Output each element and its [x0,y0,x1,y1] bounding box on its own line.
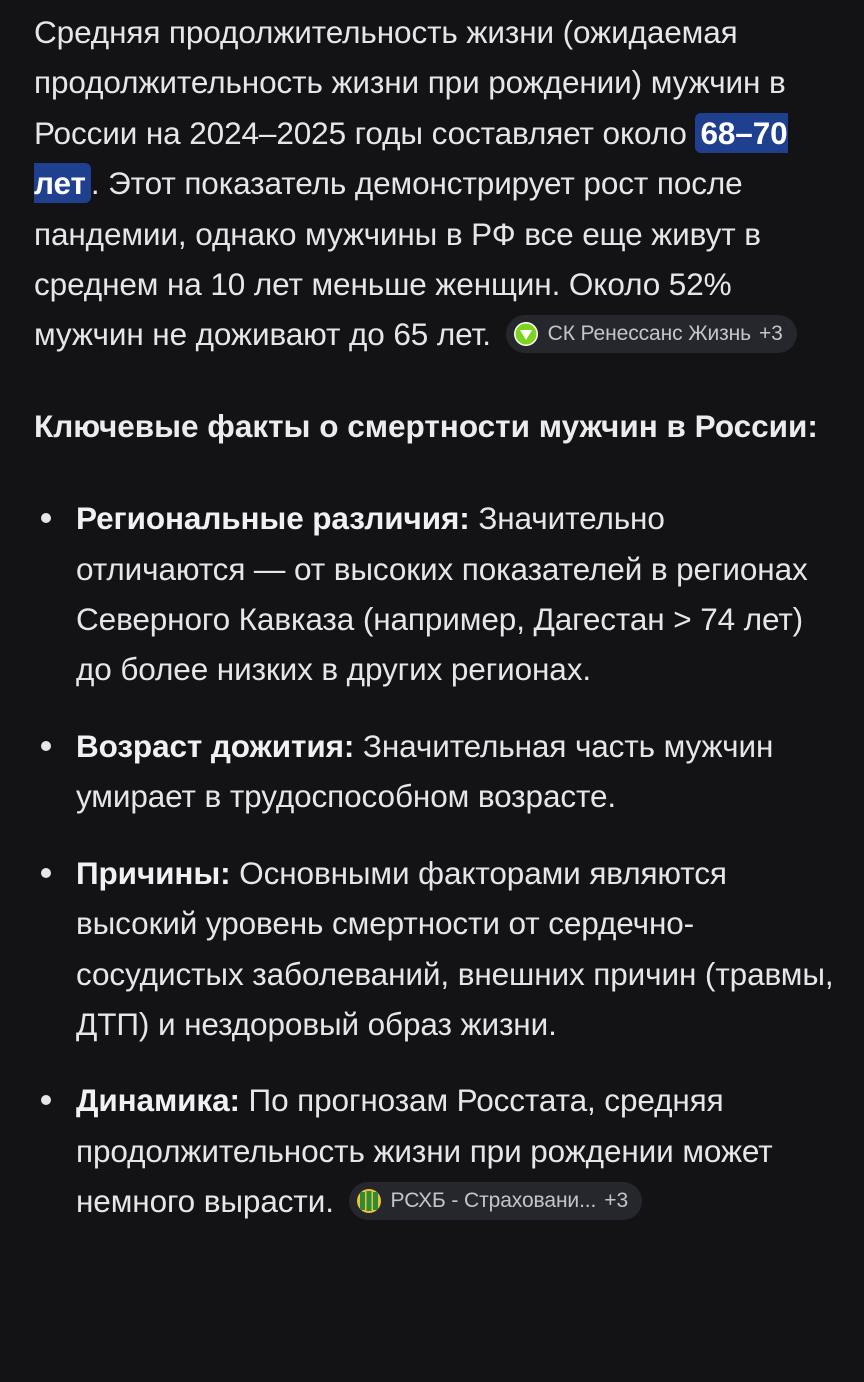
source-chip-label: РСХБ - Страховани... [390,1188,597,1212]
source-chip-rshb[interactable] [349,1182,642,1220]
fact-title: Причины: [76,854,231,891]
answer-content [34,7,834,1227]
fact-text: Значительно отличаются — от высоких показателей в регионах Северного Кавказа (например, Дагестан > 74 лет) до более низких в других регионах. [76,500,808,688]
facts-list [34,493,834,1226]
section-heading: Ключевые факты о смертности мужчин в России: [34,407,818,444]
source-chip-label: СК Ренессанс Жизнь [547,322,751,346]
renaissance-logo-icon [514,322,538,346]
list-item [34,493,834,695]
fact-title: Региональные различия: [76,500,470,537]
intro-text-before: Средняя продолжительность жизни (ожидаемая продолжительность жизни при рождении) мужчин в России на 2024–2025 годы составляет около [34,14,786,151]
intro-text-after: . Этот показатель демонстрирует рост после пандемии, однако мужчины в РФ все еще живут в среднем на 10 лет меньше женщин. Около 52% мужчин не доживают до 65 лет. [34,165,761,353]
fact-text: Основными факторами являются высокий уровень смертности от сердечно-сосудистых заболеваний, внешних причин (травмы, ДТП) и нездоровый образ жизни. [76,854,834,1042]
bullet-icon [41,868,51,878]
bullet-icon [41,1095,51,1105]
bullet-icon [41,513,51,523]
highlighted-life-expectancy[interactable]: 68–70 лет [34,114,788,202]
fact-title: Возраст дожития: [76,727,355,764]
source-chip-more: +3 [759,322,783,346]
source-chip-more: +3 [604,1188,629,1212]
list-item [34,848,834,1050]
fact-title: Динамика: [76,1082,240,1119]
source-chip-renaissance[interactable] [506,315,797,353]
rshb-logo-icon [357,1189,381,1213]
list-item [34,1075,834,1226]
list-item [34,721,834,822]
fact-text: Значительная часть мужчин умирает в трудоспособном возрасте. [76,727,774,815]
fact-text: По прогнозам Росстата, средняя продолжительность жизни при рождении может немного вырасти. [76,1082,773,1220]
intro-paragraph [34,7,834,360]
bullet-icon [41,741,51,751]
